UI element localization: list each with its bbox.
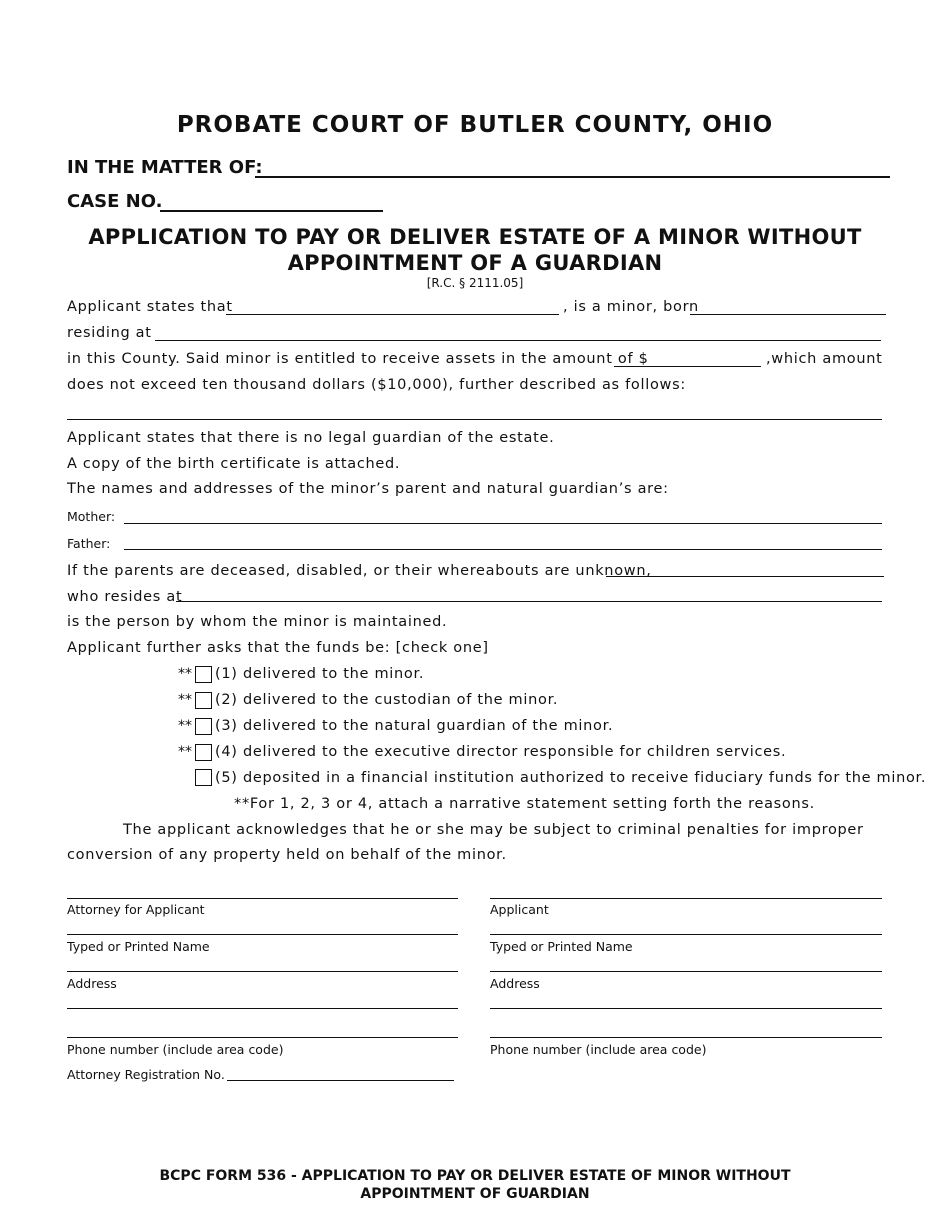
form-title-line1: APPLICATION TO PAY OR DELIVER ESTATE OF A MINOR WITHOUT xyxy=(88,225,862,249)
form-title-line2: APPOINTMENT OF A GUARDIAN xyxy=(287,251,663,275)
maintainer-name-field[interactable] xyxy=(606,576,884,577)
birth-date-field[interactable] xyxy=(690,314,886,315)
description-field[interactable] xyxy=(67,419,882,420)
applicant-signature-field[interactable] xyxy=(490,898,882,899)
applicant-address-label: Address xyxy=(490,976,540,991)
option2-checkbox[interactable] xyxy=(195,692,212,709)
residing-at-field[interactable] xyxy=(155,340,881,341)
option1-stars: ** xyxy=(178,666,192,682)
option5-label: (5) deposited in a financial institution authorized to receive fiduciary funds for the minor. xyxy=(215,770,927,786)
attorney-address-line2-field[interactable] xyxy=(67,1008,458,1009)
mother-label: Mother: xyxy=(67,509,116,524)
option2-stars: ** xyxy=(178,692,192,708)
which-amount-text: ,which amount xyxy=(766,351,883,367)
residing-at-text: residing at xyxy=(67,325,152,341)
option3-stars: ** xyxy=(178,718,192,734)
applicant-address-line2-field[interactable] xyxy=(490,1008,882,1009)
option3-checkbox[interactable] xyxy=(195,718,212,735)
option2-label: (2) delivered to the custodian of the minor. xyxy=(215,692,559,708)
attorney-address-field[interactable] xyxy=(67,971,458,972)
applicant-label: Applicant xyxy=(490,902,549,917)
case-no-field[interactable] xyxy=(160,210,383,212)
applicant-address-field[interactable] xyxy=(490,971,882,972)
court-title: PROBATE COURT OF BUTLER COUNTY, OHIO xyxy=(176,112,774,138)
option5-checkbox[interactable] xyxy=(195,769,212,786)
attorney-name-field[interactable] xyxy=(67,934,458,935)
footer-line1: BCPC FORM 536 - APPLICATION TO PAY OR DELIVER ESTATE OF MINOR WITHOUT xyxy=(159,1168,791,1184)
acknowledge-line1: The applicant acknowledges that he or she may be subject to criminal penalties for improper xyxy=(123,822,864,838)
not-exceed-text: does not exceed ten thousand dollars ($10,000), further described as follows: xyxy=(67,377,686,393)
no-guardian-text: Applicant states that there is no legal guardian of the estate. xyxy=(67,430,555,446)
form-footer xyxy=(0,1167,950,1203)
narrative-note: **For 1, 2, 3 or 4, attach a narrative statement setting forth the reasons. xyxy=(234,796,815,812)
attorney-typed-name-label: Typed or Printed Name xyxy=(67,939,210,954)
father-label: Father: xyxy=(67,536,111,551)
who-resides-text: who resides at xyxy=(67,589,183,605)
attorney-address-label: Address xyxy=(67,976,117,991)
attorney-phone-field[interactable] xyxy=(67,1037,458,1038)
option4-label: (4) delivered to the executive director responsible for children services. xyxy=(215,744,787,760)
amount-field[interactable] xyxy=(614,366,761,367)
applicant-phone-field[interactable] xyxy=(490,1037,882,1038)
acknowledge-line2: conversion of any property held on behalf of the minor. xyxy=(67,847,507,863)
in-county-text: in this County. Said minor is entitled to receive assets in the amount of $ xyxy=(67,351,649,367)
applicant-states-text: Applicant states that xyxy=(67,299,233,315)
minor-name-field[interactable] xyxy=(226,314,559,315)
footer-line2: APPOINTMENT OF GUARDIAN xyxy=(360,1186,590,1202)
case-no-label: CASE NO. xyxy=(67,191,163,212)
attorney-phone-label: Phone number (include area code) xyxy=(67,1042,284,1057)
attorney-label: Attorney for Applicant xyxy=(67,902,205,917)
statute-reference: [R.C. § 2111.05] xyxy=(426,276,524,290)
names-addresses-text: The names and addresses of the minor’s parent and natural guardian’s are: xyxy=(67,481,669,497)
option4-stars: ** xyxy=(178,744,192,760)
option1-checkbox[interactable] xyxy=(195,666,212,683)
applicant-typed-name-label: Typed or Printed Name xyxy=(490,939,633,954)
matter-field[interactable] xyxy=(255,176,890,178)
if-parents-text: If the parents are deceased, disabled, or their whereabouts are unknown, xyxy=(67,563,652,579)
maintainer-address-field[interactable] xyxy=(176,601,882,602)
form-title xyxy=(60,224,890,276)
option1-label: (1) delivered to the minor. xyxy=(215,666,425,682)
attorney-registration-label: Attorney Registration No. xyxy=(67,1067,225,1082)
person-maintained-text: is the person by whom the minor is maintained. xyxy=(67,614,448,630)
attorney-signature-field[interactable] xyxy=(67,898,458,899)
applicant-phone-label: Phone number (include area code) xyxy=(490,1042,707,1057)
is-minor-born-text: , is a minor, born xyxy=(563,299,699,315)
applicant-name-field[interactable] xyxy=(490,934,882,935)
mother-field[interactable] xyxy=(124,523,882,524)
matter-label: IN THE MATTER OF: xyxy=(67,157,263,178)
further-asks-text: Applicant further asks that the funds be: [check one] xyxy=(67,640,489,656)
option4-checkbox[interactable] xyxy=(195,744,212,761)
birth-certificate-text: A copy of the birth certificate is attached. xyxy=(67,456,401,472)
attorney-registration-field[interactable] xyxy=(227,1080,454,1081)
father-field[interactable] xyxy=(124,549,882,550)
option3-label: (3) delivered to the natural guardian of the minor. xyxy=(215,718,614,734)
